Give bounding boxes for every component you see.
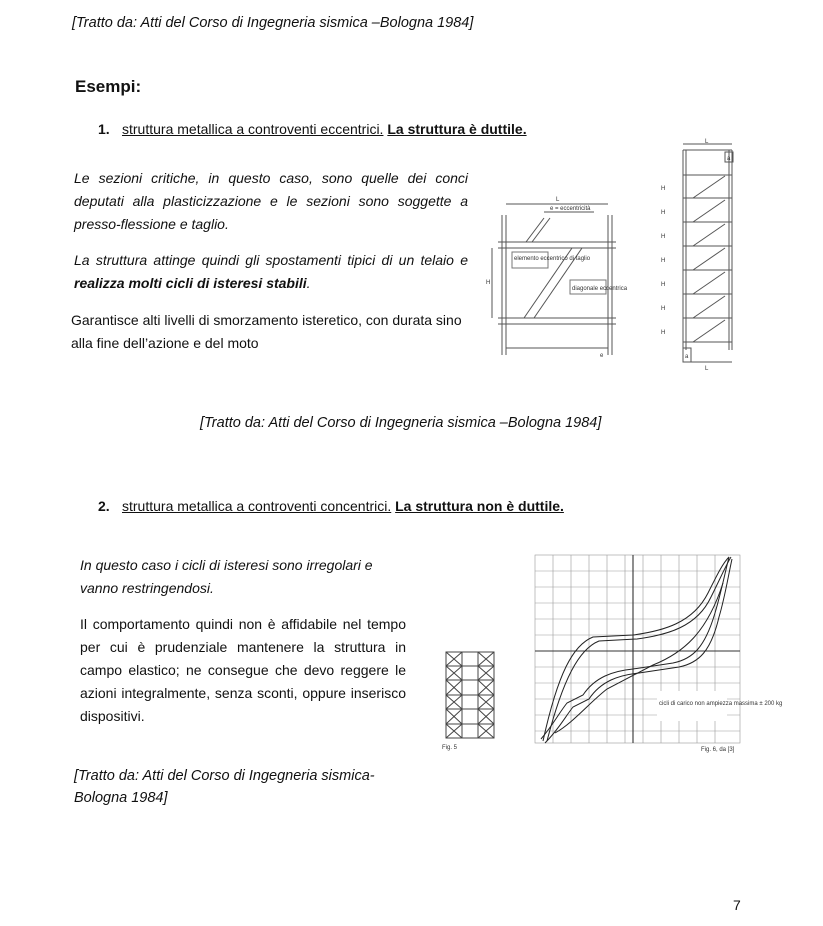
fig2-h-label-3: H bbox=[661, 234, 666, 240]
fig1-element-label: elemento eccentrico di taglio bbox=[514, 256, 591, 262]
fig1-brace-label: diagonale eccentrica bbox=[572, 286, 628, 292]
fig2-h-label-2: H bbox=[661, 210, 666, 216]
header-citation: [Tratto da: Atti del Corso di Ingegneria sismica –Bologna 1984] bbox=[72, 15, 474, 31]
example2-heading bbox=[98, 498, 564, 514]
multistorey-frame-figure bbox=[655, 140, 740, 375]
example2-title: struttura metallica a controventi concentrici. bbox=[122, 498, 392, 514]
fig2-h-label-6: H bbox=[661, 306, 666, 312]
example1-citation: [Tratto da: Atti del Corso di Ingegneria sismica –Bologna 1984] bbox=[200, 415, 602, 431]
example2-para1: In questo caso i cicli di isteresi sono irregolari e vanno restringendosi. bbox=[80, 557, 373, 596]
example1-verdict: La struttura è duttile. bbox=[387, 121, 527, 137]
example2-verdict: La struttura non è duttile. bbox=[395, 498, 564, 514]
example1-number: 1. bbox=[98, 121, 110, 137]
fig6-legend: cicli di carico non ampiezza massima ± 200 kg bbox=[659, 701, 783, 707]
page-number: 7 bbox=[733, 897, 741, 913]
hysteresis-cycles-figure bbox=[533, 553, 783, 753]
eccentric-brace-detail-figure bbox=[484, 190, 644, 365]
fig1-l-label: L bbox=[556, 197, 560, 203]
fig2-h-label-1: H bbox=[661, 186, 666, 192]
example1-title: struttura metallica a controventi eccentrici. bbox=[122, 121, 384, 137]
fig1-e-label: e = eccentricità bbox=[550, 206, 591, 212]
fig1-e-bottom-label: e bbox=[600, 353, 604, 359]
fig2-h-label-7: H bbox=[661, 330, 666, 336]
fig2-l-top-label: L bbox=[705, 139, 709, 145]
example2-number: 2. bbox=[98, 498, 110, 514]
section-title: Esempi: bbox=[75, 77, 142, 96]
fig6-label: Fig. 6, da [3] bbox=[701, 747, 735, 753]
fig2-l-bottom-label: L bbox=[705, 366, 709, 372]
fig1-h-label: H bbox=[486, 280, 491, 286]
example1-para2-bold: realizza molti cicli di isteresi stabili bbox=[74, 275, 307, 291]
concentric-brace-tower-figure bbox=[440, 648, 502, 754]
fig2-a-top-label: a bbox=[727, 156, 731, 162]
example1-heading bbox=[98, 121, 527, 137]
fig2-h-label-5: H bbox=[661, 282, 666, 288]
fig5-label: Fig. 5 bbox=[442, 745, 458, 751]
example1-para1: Le sezioni critiche, in questo caso, sono quelle dei conci deputati alla plasticizzazione e le sezioni sono soggette a presso-flessione e taglio. bbox=[74, 170, 468, 232]
fig2-a-bottom-label: a bbox=[685, 354, 689, 360]
example1-para2: La struttura attinge quindi gli spostamenti tipici di un telaio e realizza molti cicli di isteresi stabili. bbox=[74, 252, 468, 291]
example2-citation: [Tratto da: Atti del Corso di Ingegneria sismica-Bologna 1984] bbox=[74, 768, 375, 806]
example2-para2: Il comportamento quindi non è affidabile nel tempo per cui è prudenziale mantenere la struttura in campo elastico; ne consegue che devo reggere le azioni integralmente, senza sconti, oppure inserisco dispositivi. bbox=[80, 616, 406, 724]
fig2-h-label-4: H bbox=[661, 258, 666, 264]
example1-para3: Garantisce alti livelli di smorzamento isteretico, con durata sino alla fine dell’azione e del moto bbox=[71, 312, 462, 351]
